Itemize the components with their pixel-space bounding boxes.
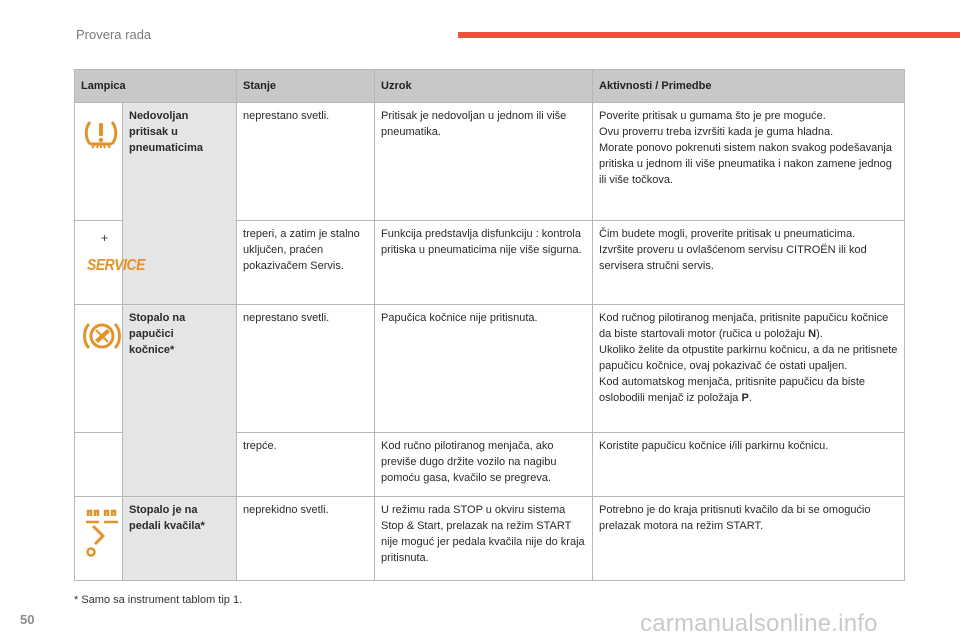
page-number: 50 [20,612,35,627]
stanje-cell: neprestano svetli. [237,103,375,221]
header-accent-bar [458,32,960,38]
column-header-stanje: Stanje [237,70,375,103]
uzrok-cell: Papučica kočnice nije pritisnuta. [375,305,593,433]
tire-pressure-warning-icon [81,114,121,154]
uzrok-cell: U režimu rada STOP u okviru sistema Stop & Start, prelazak na režim START nije moguć jer pedala kvačila nije do kraja pritisnuta. [375,497,593,581]
lamp-name-brake-pedal: Stopalo na papučici kočnice* [123,305,237,497]
aktivnosti-cell: Kod ručnog pilotiranog menjača, pritisnite papučicu kočnice da biste startovali motor (ručica u položaju N). Ukoliko želite da otpustite parkirnu kočnicu, a da ne pritisnete papučicu kočnice, ovaj pokazivač će ostati upaljen. Kod automatskog menjača, pritisnite papučicu da biste oslobodili menjač iz položaja P. [593,305,905,433]
stanje-cell: neprestano svetli. [237,305,375,433]
table-row [75,497,905,581]
uzrok-cell: Kod ručno pilotiranog menjača, ako previše dugo držite vozilo na nagibu pomoću gasa, kvačilo se pregreva. [375,433,593,497]
stanje-cell: neprekidno svetli. [237,497,375,581]
footnote: * Samo sa instrument tablom tip 1. [74,594,243,606]
service-icon: SERVICE [87,254,145,274]
lamp-name-tire-pressure: Nedovoljan pritisak u pneumaticima [123,103,237,305]
aktivnosti-cell: Poverite pritisak u gumama što je pre moguće. Ovu proverru treba izvršiti kada je guma hladna. Morate ponovo pokrenuti sistem nakon svakog podešavanja pritiska u jednom ili više pneumatika i nakon zamene jednog ili više točkova. [593,103,905,221]
stanje-cell: treperi, a zatim je stalno uključen, praćen pokazivačem Servis. [237,221,375,305]
column-header-aktivnosti: Aktivnosti / Primedbe [593,70,905,103]
stanje-cell: trepće. [237,433,375,497]
lamp-icon-cell [75,497,123,581]
aktivnosti-cell: Potrebno je do kraja pritisnuti kvačilo da bi se omogućio prelazak motora na režim START. [593,497,905,581]
lamp-icon-cell [75,103,123,221]
foot-on-brake-icon [81,316,123,356]
table-header-row [75,70,905,103]
section-title: Provera rada [76,27,152,42]
lamp-icon-cell [75,221,145,305]
column-header-uzrok: Uzrok [375,70,593,103]
aktivnosti-cell: Čim budete mogli, proverite pritisak u pneumaticima. Izvršite proveru u ovlašćenom servisu CITROËN ili kod servisera stručni servis. [593,221,905,305]
lamp-icon-cell [75,433,123,497]
aktivnosti-cell: Koristite papučicu kočnice i/ili parkirnu kočnicu. [593,433,905,497]
table-row [75,103,905,221]
plus-sign: + [101,231,109,245]
foot-on-clutch-icon [81,508,123,558]
uzrok-cell: Funkcija predstavlja disfunkciju : kontrola pritiska u pneumaticima nije više sigurna. [375,221,593,305]
warning-lamps-table [74,69,905,581]
lamp-name-clutch-pedal: Stopalo je na pedali kvačila* [123,497,237,581]
lamp-icon-cell [75,305,123,433]
table-row [75,305,905,433]
uzrok-cell: Pritisak je nedovoljan u jednom ili više pneumatika. [375,103,593,221]
column-header-lampica: Lampica [75,70,237,103]
watermark: carmanualsonline.info [640,610,878,637]
